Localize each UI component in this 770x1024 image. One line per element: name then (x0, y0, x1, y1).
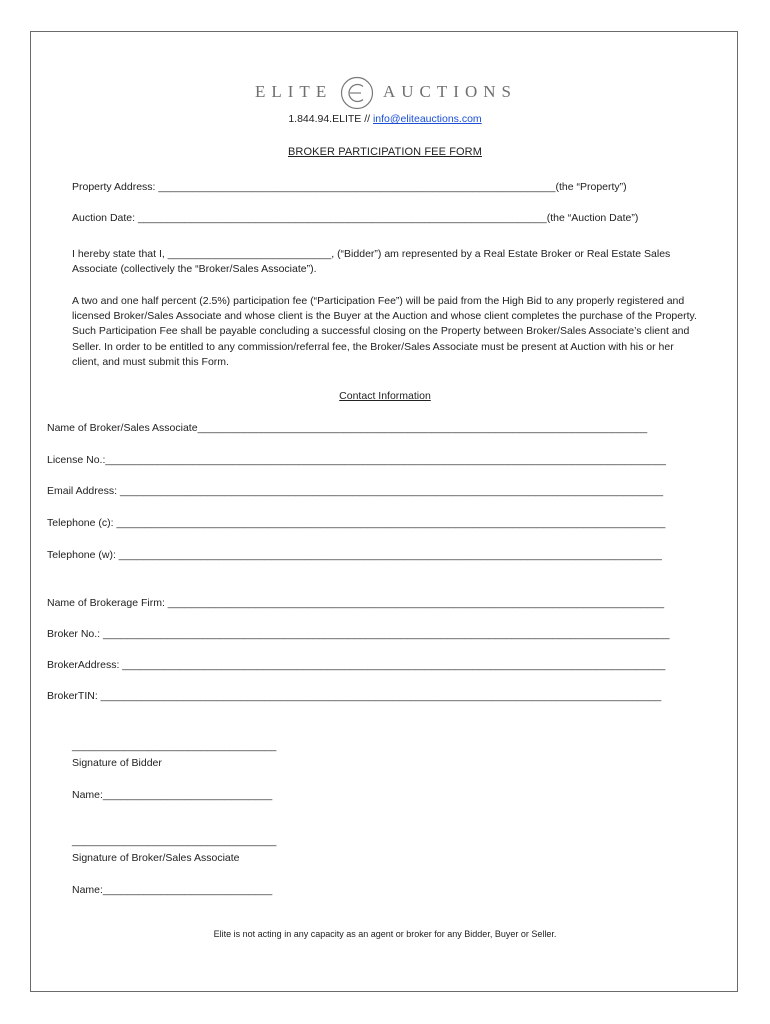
broker-address-field[interactable]: BrokerAddress: _____________________________________________________________________________________________ (47, 659, 666, 671)
email-link[interactable]: info@eliteauctions.com (372, 113, 482, 125)
contact-line (0, 113, 770, 125)
disclaimer-footer: Elite is not acting in any capacity as an agent or broker for any Bidder, Buyer or Seller. (213, 929, 557, 939)
form-title: BROKER PARTICIPATION FEE FORM (288, 146, 482, 158)
property-address-field[interactable]: Property Address: ____________________________________________________________________(the “Property”) (72, 181, 627, 193)
broker-number-field[interactable]: Broker No.: _________________________________________________________________________________________________ (47, 628, 670, 640)
telephone-cell-field[interactable]: Telephone (c): ______________________________________________________________________________________________ (47, 517, 666, 529)
auction-date-field[interactable]: Auction Date: ______________________________________________________________________(the “Auction Date”) (72, 212, 639, 224)
brokerage-firm-field[interactable]: Name of Brokerage Firm: _____________________________________________________________________________________ (47, 597, 665, 609)
bidder-name-field[interactable]: Name:_____________________________ (72, 789, 273, 801)
broker-name-sig-field[interactable]: Name:_____________________________ (72, 884, 273, 896)
logo-text-left: ELITE (255, 82, 333, 101)
phone-number: 1.844.94.ELITE (288, 113, 362, 125)
bidder-signature-line[interactable]: ___________________________________ (72, 740, 277, 752)
bidder-signature-label: Signature of Bidder (72, 757, 162, 769)
email-field[interactable]: Email Address: _____________________________________________________________________________________________ (47, 485, 664, 497)
logo-text-right: AUCTIONS (383, 82, 517, 101)
separator: // (364, 113, 371, 125)
contact-info-heading: Contact Information (339, 390, 431, 402)
logo-e-icon (340, 76, 374, 110)
participation-fee-paragraph: A two and one half percent (2.5%) participation fee (“Participation Fee”) will be paid from the High Bid to any properly registered and licensed Broker/Sales Associate and whose client is the Buyer at the Auction and whose client completes the purchase of the Property. Such Participation Fee shall be payable concluding a successful closing on the Property between Broker/Sales Associate’s client and Seller. In order to be entitled to any commission/referral fee, the Broker/Sales Associate must be present at Auction with his or her client, and must submit this Form. (72, 295, 697, 368)
form-page (30, 31, 738, 992)
elite-auctions-logo (0, 76, 770, 110)
broker-signature-line[interactable]: ___________________________________ (72, 835, 277, 847)
broker-signature-label: Signature of Broker/Sales Associate (72, 852, 240, 864)
bidder-statement: I hereby state that I, ____________________________, (“Bidder”) am represented by a Real Estate Broker or Real Estate Sales Associate (collectively the “Broker/Sales Associate”). (72, 248, 671, 276)
license-field[interactable]: License No.:________________________________________________________________________________________________ (47, 454, 666, 466)
telephone-work-field[interactable]: Telephone (w): _____________________________________________________________________________________________ (47, 549, 662, 561)
broker-name-field[interactable]: Name of Broker/Sales Associate_____________________________________________________________________________ (47, 422, 648, 434)
broker-tin-field[interactable]: BrokerTIN: ________________________________________________________________________________________________ (47, 690, 662, 702)
